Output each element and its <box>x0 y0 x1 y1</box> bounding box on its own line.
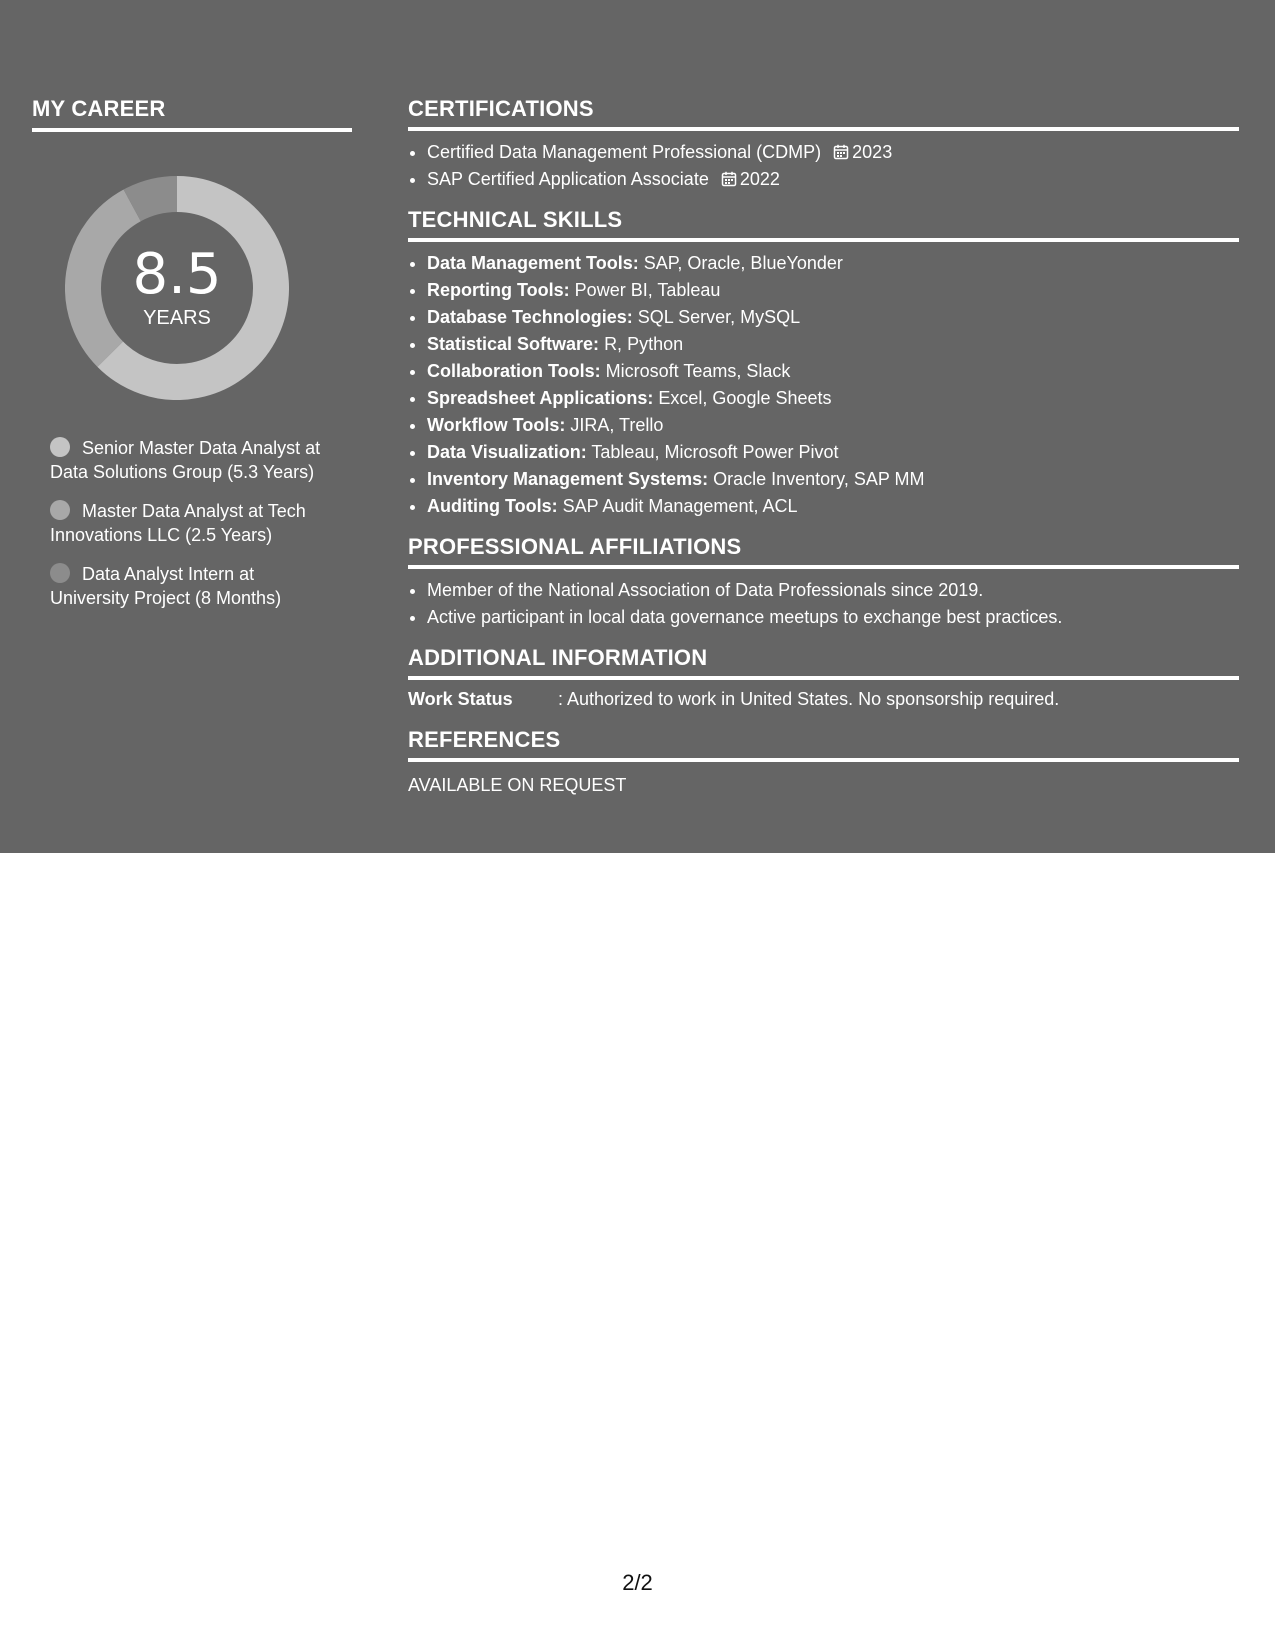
skill-label: Spreadsheet Applications: <box>427 388 654 408</box>
work-status-row <box>408 686 1239 713</box>
skill-label: Database Technologies: <box>427 307 633 327</box>
skill-label: Data Visualization: <box>427 442 587 462</box>
calendar-icon <box>721 171 737 187</box>
skill-value: SAP Audit Management, ACL <box>562 496 798 516</box>
skill-item <box>427 304 1239 331</box>
page-number: 2/2 <box>622 1570 653 1595</box>
certification-item <box>427 139 1239 166</box>
legend-dot-icon <box>50 500 70 520</box>
career-item <box>50 499 330 547</box>
skill-value: Power BI, Tableau <box>574 280 721 300</box>
career-item-label: Master Data Analyst at Tech Innovations LLC (2.5 Years) <box>50 501 306 545</box>
work-status-label: Work Status <box>408 689 513 709</box>
references-text: AVAILABLE ON REQUEST <box>408 775 627 795</box>
details-column <box>408 96 1239 813</box>
additional-information-section <box>408 645 1239 713</box>
career-donut-chart <box>65 176 289 400</box>
references-section <box>408 727 1239 799</box>
affiliations-list <box>408 577 1239 631</box>
skill-item <box>427 331 1239 358</box>
certifications-list <box>408 139 1239 193</box>
certification-item <box>427 166 1239 193</box>
work-status-value: : Authorized to work in United States. No sponsorship required. <box>558 689 1060 709</box>
certification-name: Certified Data Management Professional (CDMP) <box>427 142 822 162</box>
skill-item <box>427 358 1239 385</box>
certifications-section <box>408 96 1239 193</box>
skill-value: JIRA, Trello <box>570 415 664 435</box>
certification-year: 2022 <box>739 169 780 189</box>
skills-list <box>408 250 1239 520</box>
legend-dot-icon <box>50 437 70 457</box>
donut-center <box>65 176 289 400</box>
career-item-label: Senior Master Data Analyst at Data Solutions Group (5.3 Years) <box>50 438 321 482</box>
skill-value: SQL Server, MySQL <box>637 307 801 327</box>
career-column <box>32 96 352 608</box>
skill-value: R, Python <box>604 334 684 354</box>
career-item <box>50 436 330 484</box>
skill-item <box>427 385 1239 412</box>
certification-year: 2023 <box>852 142 893 162</box>
affiliations-section <box>408 534 1239 631</box>
total-years-unit: YEARS <box>143 306 211 329</box>
skill-value: SAP, Oracle, BlueYonder <box>643 253 843 273</box>
affiliations-heading: PROFESSIONAL AFFILIATIONS <box>408 534 1239 569</box>
career-legend <box>50 436 330 625</box>
calendar-icon <box>833 144 849 160</box>
affiliation-item: • Active participant in local data governance meetups to exchange best practices. <box>427 604 1239 631</box>
technical-skills-heading: TECHNICAL SKILLS <box>408 207 1239 242</box>
skill-label: Auditing Tools: <box>427 496 558 516</box>
skill-item <box>427 466 1239 493</box>
technical-skills-section <box>408 207 1239 520</box>
additional-information-heading: ADDITIONAL INFORMATION <box>408 645 1239 680</box>
certification-name: SAP Certified Application Associate <box>427 169 709 189</box>
skill-label: Statistical Software: <box>427 334 600 354</box>
total-years-value: 8.5 <box>132 241 222 307</box>
skill-item <box>427 412 1239 439</box>
skill-item <box>427 439 1239 466</box>
skill-label: Inventory Management Systems: <box>427 469 709 489</box>
legend-dot-icon <box>50 563 70 583</box>
skill-label: Workflow Tools: <box>427 415 566 435</box>
skill-value: Tableau, Microsoft Power Pivot <box>591 442 839 462</box>
skill-item <box>427 250 1239 277</box>
skill-value: Oracle Inventory, SAP MM <box>713 469 925 489</box>
career-heading: MY CAREER <box>32 96 352 132</box>
skill-value: Excel, Google Sheets <box>658 388 832 408</box>
skill-label: Data Management Tools: <box>427 253 639 273</box>
career-item <box>50 562 330 610</box>
affiliation-item: • Member of the National Association of Data Professionals since 2019. <box>427 577 1239 604</box>
references-heading: REFERENCES <box>408 727 1239 762</box>
skill-item <box>427 277 1239 304</box>
skill-label: Reporting Tools: <box>427 280 570 300</box>
skill-item <box>427 493 1239 520</box>
career-item-label: Data Analyst Intern at University Project (8 Months) <box>50 564 282 608</box>
skill-label: Collaboration Tools: <box>427 361 601 381</box>
certifications-heading: CERTIFICATIONS <box>408 96 1239 131</box>
skill-value: Microsoft Teams, Slack <box>605 361 791 381</box>
